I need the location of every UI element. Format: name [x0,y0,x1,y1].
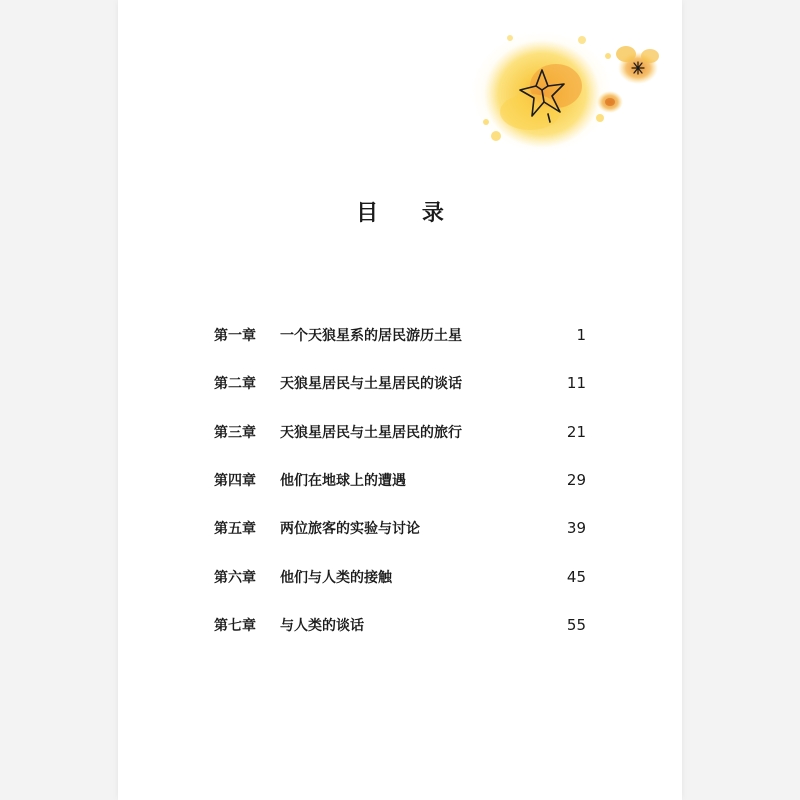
toc-chapter-name: 天狼星居民与土星居民的谈话 [280,376,462,393]
toc-chapter-name: 他们在地球上的遭遇 [280,473,406,490]
toc-page-number: 39 [566,519,586,538]
toc-page-number: 21 [566,422,586,441]
toc-page-number: 55 [566,615,586,634]
toc-chapter-name: 与人类的谈话 [280,617,364,634]
toc-chapter-label: 第六章 [214,569,256,586]
toc-chapter-label: 第四章 [214,473,256,490]
toc-chapter-label: 第二章 [214,376,256,393]
toc-entry[interactable] [214,504,586,552]
toc-chapter-name: 天狼星居民与土星居民的旅行 [280,424,462,441]
table-of-contents [214,311,586,649]
book-page [118,0,682,800]
toc-entry[interactable] [214,408,586,456]
toc-title: 目 录 [356,200,462,226]
toc-page-number: 29 [566,471,586,490]
toc-entry[interactable] [214,456,586,504]
toc-page-number: 11 [566,374,586,393]
toc-chapter-name: 他们与人类的接触 [280,569,392,586]
toc-entry[interactable] [214,311,586,359]
toc-chapter-label: 第五章 [214,521,256,538]
watercolor-flower-icon [470,26,670,156]
toc-page-number: 45 [566,567,586,586]
toc-entry[interactable] [214,601,586,649]
toc-chapter-label: 第三章 [214,424,256,441]
toc-page-number: 1 [576,326,586,345]
toc-chapter-label: 第七章 [214,617,256,634]
toc-chapter-name: 一个天狼星系的居民游历土星 [280,328,462,345]
toc-chapter-name: 两位旅客的实验与讨论 [280,521,420,538]
toc-entry[interactable] [214,552,586,600]
toc-chapter-label: 第一章 [214,328,256,345]
toc-entry[interactable] [214,359,586,407]
